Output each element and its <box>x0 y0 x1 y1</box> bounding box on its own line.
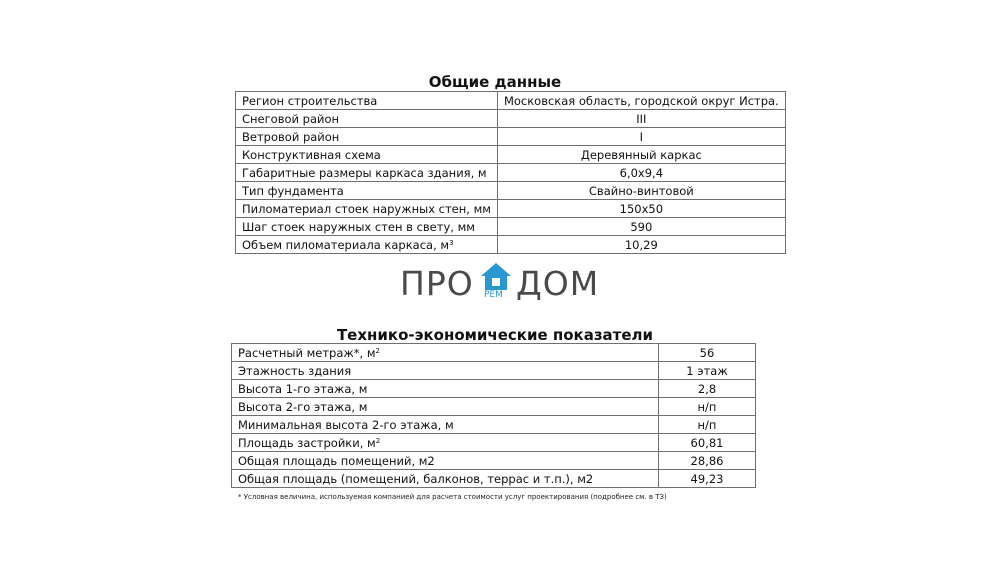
row-value: н/п <box>659 416 756 434</box>
row-label: Ветровой район <box>236 128 498 146</box>
table-row <box>232 470 756 488</box>
table-row <box>236 92 786 110</box>
table-row <box>236 164 786 182</box>
row-label: Минимальная высота 2-го этажа, м <box>232 416 659 434</box>
table-row <box>232 380 756 398</box>
table-row <box>236 146 786 164</box>
row-label-text: Площадь застройки, м <box>238 435 376 450</box>
table-row <box>236 236 786 254</box>
row-value: III <box>497 110 785 128</box>
row-value: 10,29 <box>497 236 785 254</box>
row-label: Пиломатериал стоек наружных стен, мм <box>236 200 498 218</box>
logo-right-text: ДОМ <box>516 264 600 303</box>
table-row <box>236 218 786 236</box>
house-icon <box>480 262 512 292</box>
row-label: Регион строительства <box>236 92 498 110</box>
row-value: 49,23 <box>659 470 756 488</box>
row-label: Тип фундамента <box>236 182 498 200</box>
tech-economic-table <box>231 343 756 488</box>
table-row <box>232 416 756 434</box>
row-value: 60,81 <box>659 434 756 452</box>
row-value: 6,0х9,4 <box>497 164 785 182</box>
row-label: Снеговой район <box>236 110 498 128</box>
row-label-text: Расчетный метраж*, м <box>238 345 376 360</box>
footnote: * Условная величина, используемая компанией для расчета стоимости услуг проектирования (подробнее см. в ТЗ) <box>238 493 667 501</box>
row-value: 1 этаж <box>659 362 756 380</box>
logo-sub-text: РЕМ <box>484 290 503 300</box>
row-value: 2,8 <box>659 380 756 398</box>
row-label: Шаг стоек наружных стен в свету, мм <box>236 218 498 236</box>
row-label <box>232 434 659 452</box>
row-value: 590 <box>497 218 785 236</box>
row-label: Высота 2-го этажа, м <box>232 398 659 416</box>
general-data-table <box>235 91 786 254</box>
row-label: Конструктивная схема <box>236 146 498 164</box>
row-value: 150х50 <box>497 200 785 218</box>
superscript: 3 <box>449 238 454 247</box>
table-row <box>232 434 756 452</box>
row-value: н/п <box>659 398 756 416</box>
row-label: Общая площадь помещений, м2 <box>232 452 659 470</box>
tech-economic-title: Технико-экономические показатели <box>336 326 654 344</box>
row-value: 56 <box>659 344 756 362</box>
row-label <box>236 236 498 254</box>
table-row <box>236 200 786 218</box>
table-row <box>232 344 756 362</box>
table-row <box>236 182 786 200</box>
row-label: Общая площадь (помещений, балконов, террас и т.п.), м2 <box>232 470 659 488</box>
row-value: Свайно-винтовой <box>497 182 785 200</box>
table-row <box>232 398 756 416</box>
table-row <box>232 452 756 470</box>
row-value: 28,86 <box>659 452 756 470</box>
row-label: Этажность здания <box>232 362 659 380</box>
row-label: Высота 1-го этажа, м <box>232 380 659 398</box>
row-value: Деревянный каркас <box>497 146 785 164</box>
table-row <box>236 110 786 128</box>
logo-left-text: ПРО <box>400 264 474 303</box>
row-label-text: Объем пиломатериала каркаса, м <box>242 237 450 252</box>
row-value: Московская область, городской округ Истра. <box>497 92 785 110</box>
table-row <box>232 362 756 380</box>
row-label: Габаритные размеры каркаса здания, м <box>236 164 498 182</box>
general-data-title: Общие данные <box>428 73 562 91</box>
superscript: 2 <box>375 436 381 445</box>
table-row <box>236 128 786 146</box>
row-label <box>232 344 659 362</box>
row-value: I <box>497 128 785 146</box>
brand-logo <box>398 262 604 304</box>
superscript: 2 <box>375 346 380 355</box>
